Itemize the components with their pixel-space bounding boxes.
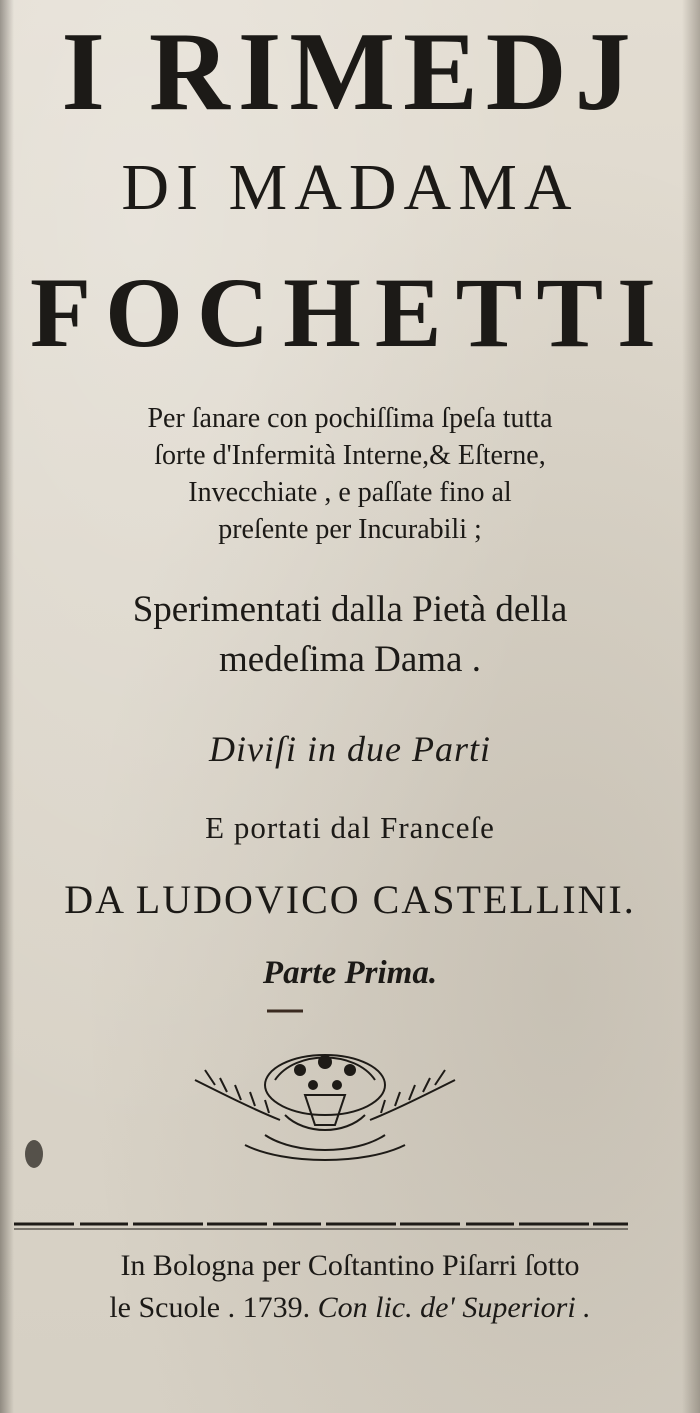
- description-line: preſente per Incurabili ;: [218, 514, 482, 545]
- imprint-license: Con lic. de' Superiori .: [317, 1291, 591, 1324]
- imprint-line-2: [0, 1287, 700, 1329]
- experimented-line: Sperimentati dalla Pietà della: [132, 589, 568, 630]
- imprint-place-date: le Scuole . 1739.: [109, 1291, 318, 1324]
- small-dash-ornament: [265, 1008, 305, 1014]
- ink-blot: [25, 1140, 43, 1168]
- title-line-3: FOCHETTI: [30, 257, 670, 368]
- imprint-line-1: In Bologna per Coſtantino Piſarri ſotto: [120, 1249, 580, 1282]
- description-line: ſorte d'Infermità Interne,& Eſterne,: [154, 440, 546, 471]
- part-label: Parte Prima.: [262, 955, 438, 991]
- floral-basket-ornament-icon: [185, 1040, 465, 1170]
- description-line: Per ſanare con pochiſſima ſpeſa tutta: [147, 403, 553, 434]
- imprint: [0, 1245, 700, 1329]
- title-line-2: DI MADAMA: [121, 151, 579, 224]
- description-line: Invecchiate , e paſſate fino al: [188, 477, 512, 508]
- division-note: Diviſi in due Parti: [209, 729, 491, 769]
- experimented-line: medeſima Dama .: [219, 639, 481, 680]
- author-line: DA LUDOVICO CASTELLINI.: [64, 877, 636, 922]
- translation-note: E portati dal Franceſe: [205, 810, 495, 845]
- title-line-1: I RIMEDJ: [61, 10, 639, 134]
- double-rule-divider: [14, 1221, 628, 1233]
- description: [0, 400, 700, 548]
- experimented-statement: [0, 585, 700, 685]
